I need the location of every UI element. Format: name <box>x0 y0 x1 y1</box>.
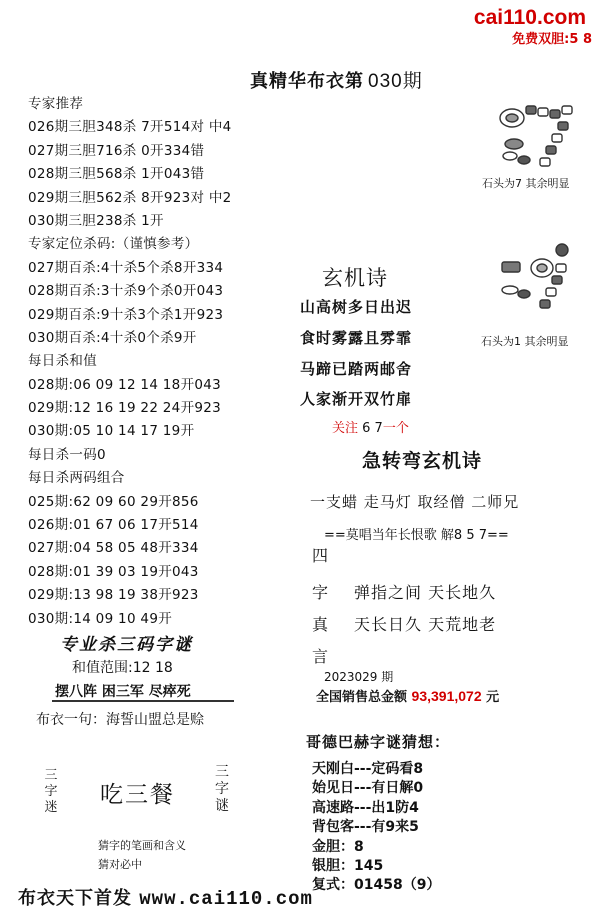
page-title <box>250 66 423 93</box>
sales-amount: 93,391,072 <box>411 688 482 704</box>
motto: 摆八阵 困三军 尽瘁死 <box>55 684 191 700</box>
list-item: 专家定位杀码:（谨慎参考） <box>28 236 199 253</box>
image-caption: 石头为7 其余明显 <box>482 177 570 190</box>
list-item: 025期:62 09 60 29开856 <box>28 493 199 510</box>
list-item: 银胆：145 <box>312 857 384 874</box>
poem-line: 人家渐开双竹扉 <box>300 390 413 409</box>
pro-riddle-title: 专业杀三码字谜 <box>60 635 193 655</box>
follow-numbers: 6 7 <box>362 421 383 436</box>
hint-text: 猜字的笔画和含义 <box>98 839 186 852</box>
site-logo[interactable]: cai110.com <box>473 6 586 29</box>
list-item: 028期三胆568杀 1开043错 <box>28 166 205 183</box>
list-item: 029期:12 16 19 22 24开923 <box>28 400 222 417</box>
list-item: 天刚白---定码看8 <box>312 761 424 777</box>
footer-url[interactable]: www.cai110.com <box>139 888 313 910</box>
four-char-label: 字 <box>311 583 328 602</box>
four-char-label: 四 <box>311 546 328 565</box>
list-item: 030期:05 10 14 17 19开 <box>28 423 195 440</box>
hint-text: 猜对必中 <box>98 858 142 871</box>
clue-line: ==莫唱当年长恨歌 解8 5 7== <box>324 528 509 543</box>
list-item: 029期:13 98 19 38开923 <box>28 587 199 604</box>
goldbach-list <box>312 760 440 896</box>
list-item: 028期:01 39 03 19开043 <box>28 563 199 580</box>
four-char-label: 真 <box>311 615 328 634</box>
follow-label: 关注 <box>332 421 359 436</box>
list-item: 027期百杀:4十杀5个杀8开334 <box>28 259 224 276</box>
list-item: 027期:04 58 05 48开334 <box>28 540 199 557</box>
footer <box>18 884 313 910</box>
sum-range: 和值范围:12 18 <box>72 660 173 676</box>
sales-label: 全国销售总金额 <box>316 690 408 705</box>
list-item: 始见日---有日解0 <box>312 780 424 797</box>
list-item: 每日杀两码组合 <box>28 470 125 487</box>
section-title: 急转弯玄机诗 <box>362 450 483 472</box>
follow-tail: 一个 <box>382 421 409 436</box>
poem-line: 山高树多日出迟 <box>300 298 413 316</box>
list-item: 背包客---有9来5 <box>312 819 419 836</box>
list-item: 026期三胆348杀 7开514对 中4 <box>28 119 232 136</box>
list-item: 028期百杀:3十杀9个杀0开043 <box>28 283 224 300</box>
side-label-left: 三字迷 <box>44 768 58 815</box>
buyi-one-line: 布衣一句：海誓山盟总是赊 <box>36 712 204 728</box>
four-char-label: 言 <box>311 647 328 666</box>
list-item: 每日杀和值 <box>28 353 97 370</box>
list-item: 金胆：8 <box>312 838 364 855</box>
footer-text: 布衣天下首发 <box>18 888 132 909</box>
list-item: 复式：01458（9） <box>312 877 441 894</box>
image-caption: 石头为1 其余明显 <box>481 335 569 348</box>
goldbach-title: 哥德巴赫字谜猜想： <box>306 733 451 751</box>
riddle-text: 吃三餐 <box>100 782 175 808</box>
list-item: 029期百杀:9十杀3个杀1开923 <box>28 306 224 323</box>
phrase: 弹指之间 天长地久 <box>354 583 497 602</box>
side-label-right: 三字谜 <box>215 764 229 814</box>
divider <box>52 700 234 702</box>
poem-title: 玄机诗 <box>322 266 388 290</box>
poem <box>300 292 412 415</box>
sales-total <box>316 686 499 705</box>
list-item: 专家推荐 <box>28 96 84 112</box>
list-item: 每日杀一码0 <box>28 446 106 463</box>
stone-icon <box>502 244 568 308</box>
stone-puzzle-image-1 <box>492 96 590 174</box>
sales-unit: 元 <box>486 690 500 705</box>
list-item: 030期三胆238杀 1开 <box>28 212 164 229</box>
list-item: 030期:14 09 10 49开 <box>28 610 173 627</box>
clue-line: 一支蜡 走马灯 取经僧 二师兄 <box>310 493 520 511</box>
list-item: 高速路---出1防4 <box>312 799 419 816</box>
poem-line: 马蹄已踏两邮舍 <box>300 359 413 378</box>
list-item: 027期三胆716杀 0开334错 <box>28 142 205 159</box>
stone-puzzle-image-2 <box>494 238 582 320</box>
list-item: 026期:01 67 06 17开514 <box>28 517 199 534</box>
list-item: 028期:06 09 12 14 18开043 <box>28 376 222 393</box>
expert-predictions <box>28 93 298 631</box>
issue-number: 030期 <box>368 71 423 92</box>
title-text: 真精华布衣第 <box>250 71 364 92</box>
list-item: 029期三胆562杀 8开923对 中2 <box>28 189 232 206</box>
period-number: 2023029 期 <box>324 670 394 684</box>
free-double-dan: 免费双胆:5 8 <box>512 32 592 47</box>
list-item: 030期百杀:4十杀0个杀9开 <box>28 329 197 346</box>
stone-icon <box>500 106 572 166</box>
phrase: 天长日久 天荒地老 <box>354 615 497 634</box>
poem-line: 食时雾露且雰霏 <box>300 328 413 347</box>
follow-line <box>332 417 409 436</box>
